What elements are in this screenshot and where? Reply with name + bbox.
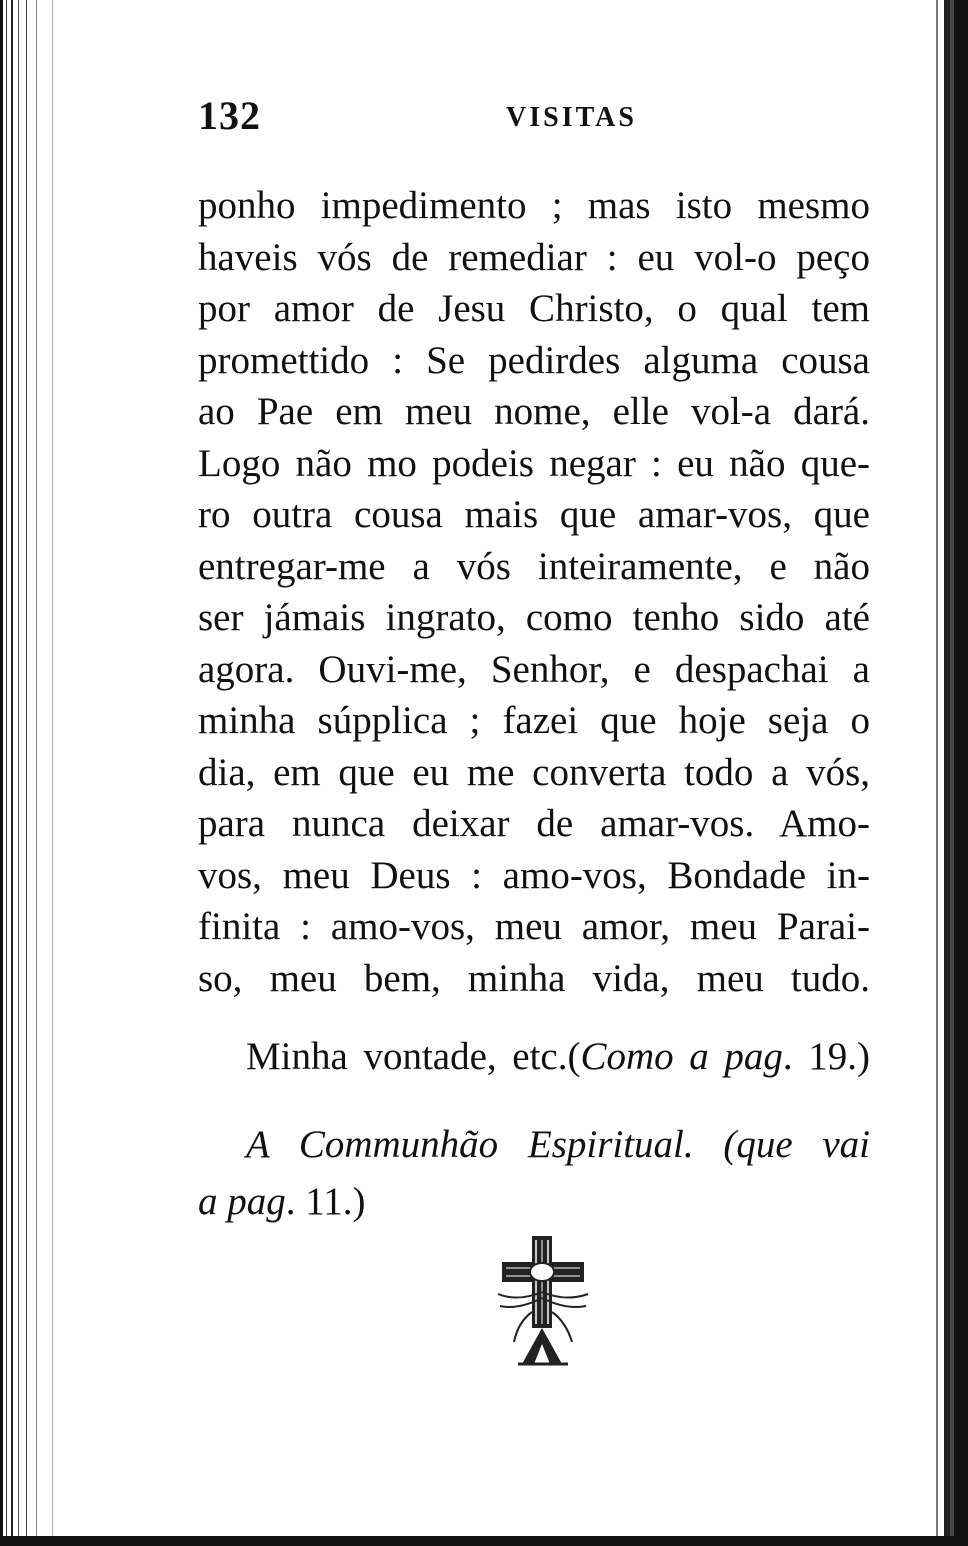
communion-reference <box>198 1122 870 1224</box>
reference-italic: Como a pag <box>580 1035 783 1078</box>
text-line: Logo não mo podeis negar : eu não que- <box>198 441 870 485</box>
communion-line-2-end: . 11.) <box>285 1180 366 1223</box>
communion-line-2 <box>198 1179 870 1224</box>
page-edge-right <box>928 0 968 1546</box>
text-line: ao Pae em meu nome, elle vol-a dará. <box>198 390 870 433</box>
text-line: ser jámais ingrato, como tenho sido até <box>198 596 870 639</box>
communion-line-1: A Communhão Espiritual. (que vai <box>246 1123 870 1166</box>
running-head: VISITAS <box>506 102 637 133</box>
communion-line-2-italic: a pag <box>198 1180 286 1223</box>
text-line: vos, meu Deus : amo-vos, Bondade in- <box>198 853 870 897</box>
reference-end: . 19.) <box>782 1035 870 1078</box>
page-edge-bottom <box>0 1536 968 1546</box>
reference-text: Minha vontade, etc.( <box>246 1035 581 1078</box>
page-edge-left <box>0 0 62 1546</box>
text-line: agora. Ouvi-me, Senhor, e despachai a <box>198 647 870 691</box>
text-line: ro outra cousa mais que amar-vos, que <box>198 493 870 536</box>
text-line: por amor de Jesu Christo, o qual tem <box>198 287 870 330</box>
text-line: promettido : Se pedirdes alguma cousa <box>198 338 870 382</box>
text-line: para nunca deixar de amar-vos. Amo- <box>198 802 870 845</box>
reference-line <box>246 1034 870 1079</box>
cross-with-wheat-icon <box>488 1232 598 1368</box>
text-line: haveis vós de remediar : eu vol-o peço <box>198 235 870 279</box>
text-line: dia, em que eu me converta todo a vós, <box>198 750 870 794</box>
body-paragraph <box>198 180 870 1004</box>
page-number: 132 <box>198 93 261 138</box>
text-line: minha súpplica ; fazei que hoje seja o <box>198 699 870 742</box>
text-line: ponho impedimento ; mas isto mesmo <box>198 184 870 227</box>
text-line: so, meu bem, minha vida, meu tudo. <box>198 956 870 1000</box>
text-line: finita : amo-vos, meu amor, meu Parai- <box>198 905 870 948</box>
text-line: entregar-me a vós inteiramente, e não <box>198 544 870 588</box>
page-header <box>198 92 870 142</box>
